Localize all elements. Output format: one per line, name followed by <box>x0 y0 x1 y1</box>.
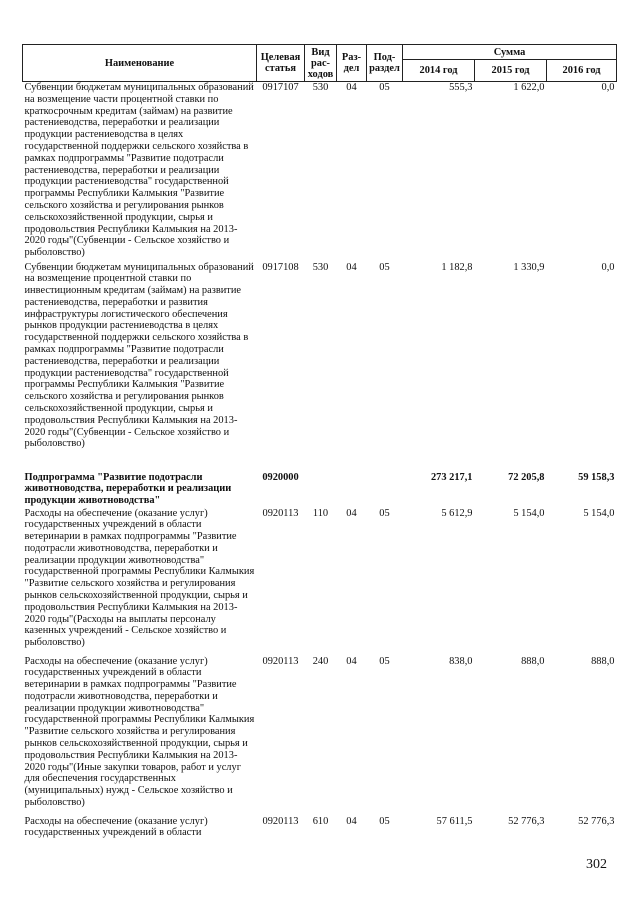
header-name: Наименование <box>23 45 257 82</box>
row-section: 04 <box>346 815 357 827</box>
row-subsection: 05 <box>379 82 390 93</box>
row-2014: 5 612,9 <box>441 507 473 519</box>
row-2015: 1 330,9 <box>513 261 545 273</box>
table-row <box>23 82 617 262</box>
row-name: Расходы на обеспечение (оказание услуг) государственных учреждений в области ветеринарии в рамках подпрограммы "Развитие подотрасли животноводства, переработки и реализации продукции животноводства" государственной программы Республики Калмыкия "Развитие сельского хозяйства и регулирования рынков сельскохозяйственной продукции, сырья и продовольствия Республики Калмыкия на 2013-2020 годы"(Расходы на выплаты персоналу казенных учреждений - Сельское хозяйство и рыболовство) <box>24 507 255 649</box>
table-row <box>23 262 617 472</box>
header-section: Раз-дел <box>337 45 367 82</box>
header-2014: 2014 год <box>403 60 475 82</box>
header-2015: 2015 год <box>475 60 547 82</box>
row-target: 0920113 <box>262 655 299 667</box>
row-2015: 5 154,0 <box>513 507 545 519</box>
row-section: 04 <box>346 82 357 93</box>
row-target: 0920113 <box>262 507 299 519</box>
row-subsection <box>367 472 403 508</box>
row-2014: 555,3 <box>449 82 473 93</box>
row-2015: 52 776,3 <box>508 815 545 827</box>
row-section: 04 <box>346 261 357 273</box>
row-2016: 0,0 <box>601 82 615 93</box>
budget-table <box>22 44 617 840</box>
row-name: Подпрограмма "Развитие подотрасли животноводства, переработки и реализации продукции животноводства" <box>24 471 232 507</box>
row-name: Расходы на обеспечение (оказание услуг) государственных учреждений в области <box>24 815 208 839</box>
row-type: 610 <box>312 815 329 827</box>
table-header <box>23 45 617 82</box>
row-subsection: 05 <box>379 261 390 273</box>
page-number: 302 <box>586 857 607 872</box>
row-type: 530 <box>312 82 329 93</box>
row-2016: 59 158,3 <box>578 471 615 483</box>
table-row-subprogram <box>23 472 617 508</box>
row-2015: 888,0 <box>521 655 545 667</box>
row-section: 04 <box>346 507 357 519</box>
row-2014: 57 611,5 <box>436 815 473 827</box>
row-section: 04 <box>346 655 357 667</box>
row-2014: 273 217,1 <box>430 471 473 483</box>
row-2015: 1 622,0 <box>513 82 545 93</box>
row-2014: 1 182,8 <box>441 261 473 273</box>
table-row <box>23 656 617 816</box>
row-name: Субвенции бюджетам муниципальных образований на возмещение части процентной ставки по краткосрочным кредитам (займам) на развитие растениеводства, переработки и реализации продукции растениеводства в целях государственной поддержки сельского хозяйства в рамках подпрограммы "Развитие подотрасли растениеводства, переработки и реализации продукции растениеводства" государственной программы Республики Калмыкия "Развитие сельского хозяйства и регулирования рынков сельскохозяйственной продукции, сырья и продовольствия Республики Калмыкия на 2013-2020 годы"(Субвенции - Сельское хозяйство и рыболовство) <box>24 82 254 259</box>
row-2016: 0,0 <box>601 261 615 273</box>
row-2015: 72 205,8 <box>508 471 545 483</box>
row-2016: 888,0 <box>591 655 615 667</box>
row-subsection: 05 <box>379 507 390 519</box>
row-type: 110 <box>312 507 329 519</box>
row-2014: 838,0 <box>449 655 473 667</box>
header-target: Целевая статья <box>257 45 305 82</box>
row-type <box>305 472 337 508</box>
table-body <box>23 82 617 840</box>
row-target: 0917108 <box>262 261 299 273</box>
row-2016: 52 776,3 <box>578 815 615 827</box>
table-row <box>23 508 617 656</box>
header-type: Вид рас-ходов <box>305 45 337 82</box>
table-row <box>23 816 617 840</box>
header-2016: 2016 год <box>547 60 617 82</box>
row-subsection: 05 <box>379 815 390 827</box>
row-subsection: 05 <box>379 655 390 667</box>
header-sum: Сумма <box>403 45 617 60</box>
row-name: Расходы на обеспечение (оказание услуг) государственных учреждений в области ветеринарии в рамках подпрограммы "Развитие подотрасли животноводства, переработки и реализации продукции животноводства" государственной программы Республики Калмыкия "Развитие сельского хозяйства и регулирования рынков сельскохозяйственной продукции, сырья и продовольствия Республики Калмыкия на 2013-2020 годы"(Иные закупки товаров, работ и услуг для обеспечения государственных (муниципальных) нужд - Сельское хозяйство и рыболовство) <box>24 655 255 809</box>
header-subsection: Под-раздел <box>367 45 403 82</box>
row-2016: 5 154,0 <box>583 507 615 519</box>
row-target: 0917107 <box>262 82 299 93</box>
row-name: Субвенции бюджетам муниципальных образований на возмещение процентной ставки по инвестиционным кредитам (займам) на развитие растениеводства, переработки и развития инфраструктуры логистического обеспечения рынков продукции растениеводства в целях государственной поддержки сельского хозяйства в рамках подпрограммы "Развитие подотрасли растениеводства, переработки и реализации продукции растениеводства" государственной программы Республики Калмыкия "Развитие сельского хозяйства и регулирования рынков сельскохозяйственной продукции, сырья и продовольствия Республики Калмыкия на 2013-2020 годы"(Субвенции - Сельское хозяйство и рыболовство) <box>24 261 254 450</box>
row-target: 0920000 <box>262 471 299 483</box>
row-type: 240 <box>312 655 329 667</box>
row-section <box>337 472 367 508</box>
row-target: 0920113 <box>262 815 299 827</box>
row-type: 530 <box>312 261 329 273</box>
